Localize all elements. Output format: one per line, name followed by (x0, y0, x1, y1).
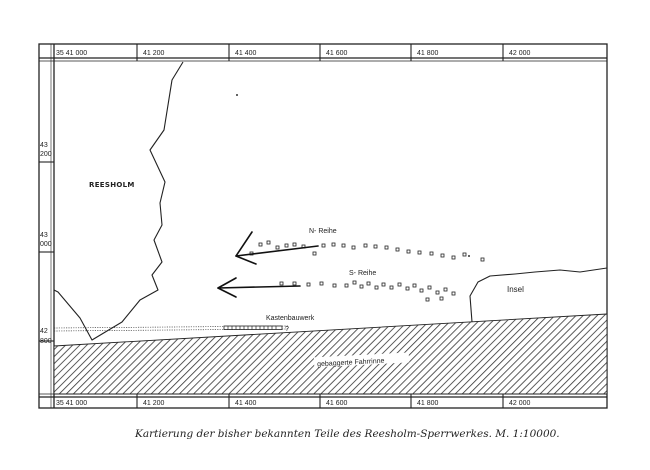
grid-label-top: 41 600 (326, 50, 348, 57)
grid-label-bottom: 41 600 (326, 400, 348, 407)
grid-label-top: 41 800 (417, 50, 439, 57)
kastenbauwerk-query-mark: ? (285, 326, 289, 333)
label-n-reihe: N- Reihe (309, 228, 337, 235)
label-insel: Insel (507, 285, 524, 294)
grid-label-bottom: 41 400 (235, 400, 257, 407)
grid-label-top: 42 000 (509, 50, 531, 57)
island-coastline (470, 268, 607, 322)
grid-label-top: 41 200 (143, 50, 165, 57)
label-fahrrinne: gebaggerte Fahrrinne (317, 357, 385, 369)
grid-label-bottom: 35 41 000 (56, 400, 88, 407)
reesholm-coastline (54, 62, 183, 340)
kastenbauwerk-structure (224, 326, 289, 333)
grid-label-left: 000 (40, 241, 52, 248)
dredged-channel (54, 314, 607, 394)
grid-label-left: 43 (40, 232, 48, 239)
n-reihe-posts (250, 241, 484, 261)
grid-label-top: 35 41 000 (56, 50, 88, 57)
grid-label-bottom: 41 200 (143, 400, 165, 407)
grid-label-left: 200 (40, 151, 52, 158)
grid-label-left: 43 (40, 142, 48, 149)
grid-label-left: 800 (40, 338, 52, 345)
grid-label-bottom: 41 800 (417, 400, 439, 407)
grid-labels-bottom (56, 400, 531, 407)
grid-labels-left (40, 142, 52, 345)
grid-label-left: 42 (40, 328, 48, 335)
label-s-reihe: S- Reihe (349, 270, 377, 277)
s-reihe-posts (280, 281, 455, 301)
grid-labels-top (56, 50, 531, 57)
map-caption: Kartierung der bisher bekannten Teile des Reesholm-Sperrwerkes. M. 1:10000. (135, 428, 560, 440)
arrow-icon (218, 278, 300, 297)
label-reesholm: REESHOLM (89, 181, 135, 189)
grid-label-bottom: 42 000 (509, 400, 531, 407)
label-kastenbauwerk: Kastenbauwerk (266, 315, 315, 322)
grid-label-top: 41 400 (235, 50, 257, 57)
